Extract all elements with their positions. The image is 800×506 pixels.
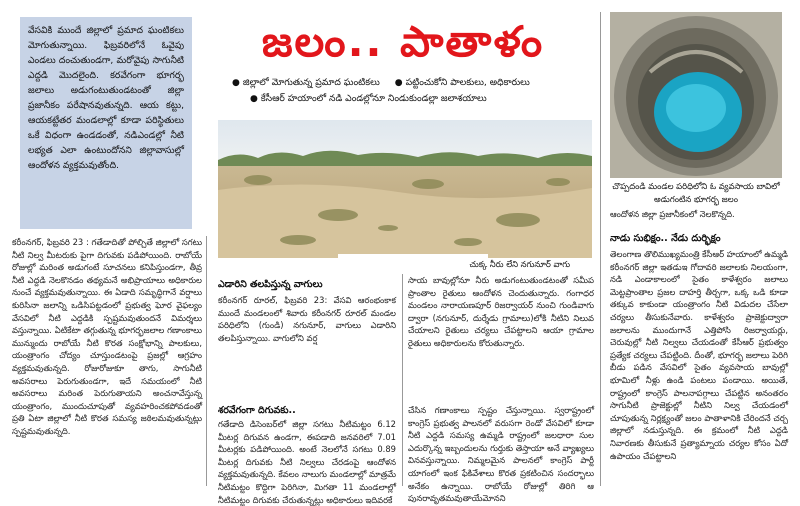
bullet-item: పట్టించుకోని పాలకులు, అధికారులు xyxy=(405,77,530,88)
subhead-then-now: నాడు సుభిక్షం.. నేడు దుర్భిక్షం xyxy=(610,233,721,244)
article-column-mid-right-lower xyxy=(408,404,594,504)
bullet-row-2 xyxy=(250,92,590,106)
article-column-right xyxy=(610,248,788,486)
lead-summary-box xyxy=(20,17,192,229)
well-photo-caption: చొప్పదండి మండల పరిధిలోని ఓ వ్యవసాయ బావిలో అడుగంటిన భూగర్భ జలం xyxy=(612,181,780,204)
article-text: చేసిన గణాంకాలు స్పష్టం చేస్తున్నాయి. స్వరాష్ట్రంలో కాంగ్రెస్‌ ప్రభుత్వ పాలనలో వరుసగా రెండో వేసవిలో కూడా నీటి ఎద్దడి సమస్య ఉమ్మడి రాష్ట్రంలో జలధారా సుల ఎదుర్కొన్న ఇబ్బందులను గుర్తుకు తెస్తాయా అనే వ్యాఖ్యలు వినవస్తున్నాయి. నిమ్మలమైన పాలనలో కాంగ్రెస్‌ పార్టీ యాగంలో ఇంక ఫేకివేశాలు కొరత ప్రకటించిన సందర్భాలు అనేకం ఉన్నాయి. రాబోయే రోజుల్లో తిరిగి ఆ పునరావృతమవుతాయేమోనని xyxy=(408,405,594,504)
article-text: సాయ బావుల్లోనూ నీరు అడుగంటుతుండటంతో సమీప ప్రాంతాల రైతులు ఆందోళన చెందుతున్నారు. గంగాధర మండలం నారాయణపూర్‌ రిజర్వాయర్‌ నుంచి గుండివాగు ద్వారా (నగునూర్‌, దుర్శేడు గ్రామాలు)లోకి నీటిని నిలువ చేయాలని రైతులు చర్యలు చేపట్టాలని ఆయా గ్రామాల రైతులు అధికారులను కోరుతున్నారు. xyxy=(408,275,594,348)
article-text: కరీంనగర్‌, ఫిబ్రవరి 23 : గతేడాదితో పోల్చితే జిల్లాలో సగటు నీటి నిల్వ మీటరుకు పైగా దిగువకు పడిపోయింది. రాబోయే రోజుల్లో మరింత అడుగంటే సూచనలు కనిపిస్తుండగా, తీవ్ర నీటి ఎద్దడి నెలకొనడం తథ్యమనే అభిప్రాయాలు అధికారుల నుంచే వ్యక్తమవుతున్నాయి. ఈ ఏడాది సమృద్ధిగానే వర్షాలు కురిసినా జలాన్ని ఒడిసిపట్టడంలో ప్రభుత్వ ఘోర వైఫల్యం వేసవిలో నీటి ఎద్దడికి స్పష్టమవుతుందనే విమర్శలు వస్తున్నాయి. ఏటికేటా తగ్గుతున్న భూగర్భజలాల గణాంకాలు మున్ముందు రాబోయే నీటి కొరత సంక్షోభాన్ని పాలకులు, యంత్రాంగం చోద్యం చూస్తుండటంపై ప్రజల్లో ఆగ్రహం వ్యక్తమవుతున్నది. రోజురోజుకూ తాగు, సాగునీటి అవసరాలు పెరుగుతుండగా, ఇదే సమయంలో నీటి అవసరాలు మరింత పెరుగుతాయని అంచనావేస్తున్న యంత్రాంగం, ముందుచూపుతో వ్యవహరించకపోవడంతో ప్రతి ఏటా జిల్లాలో నీటి కొరత సమస్య జఠిలమవుతున్నట్లు స్పష్టమవుతున్నది. xyxy=(12,237,202,436)
article-text: గతేడాది డిసెంబర్‌లో జిల్లా సగటు నీటిమట్టం 6.12 మీటర్ల దిగువన ఉండగా, ఈపడాది జనవరిలో 7.01 మీటర్లకు పడిపోయింది. అంటే నెలలోనే సగటు 0.89 మీటర్ల దిగువకు నీటి నిల్వలు చేరడంపై ఆందోళన వ్యక్తమవుతున్నది. కేవలం నాలుగు మండలాల్లో మాత్రమే నీటిమట్టం కొద్దిగా పెరిగినా, మిగతా 11 మండలాల్లో నీటిమట్టం దిగువకు చేరుతున్నట్లు అధికారులు ఇదివరకే xyxy=(218,419,396,505)
article-column-mid-left xyxy=(218,294,396,400)
bullet-dot-icon: ● xyxy=(394,78,403,88)
column-divider xyxy=(402,274,403,486)
caption-followup xyxy=(610,208,786,222)
bullet-dot-icon: ● xyxy=(232,78,240,88)
article-column-left xyxy=(12,236,202,482)
article-text: కరీంనగర్‌ రూరల్‌, ఫిబ్రవరి 23: వేసవి ఆరంభంకాక ముందే మండలంలో శివారు కరీంనగర్‌ రూరల్‌ మండల పరిధిలోని (గుండి) నగునూర్‌, వాగులు ఎడారిని తలపిస్తున్నాయి. వాగులోని వర్ష xyxy=(218,295,396,343)
article-text: తెలంగాణ తొలిముఖ్యమంత్రి కేసీఆర్‌ హయాంలో ఉమ్మడి కరీంనగర్‌ జిల్లా ఇతడుఇ గోదావరి జలాలకు నిలయంగా, నడి ఎండాకాలంలో సైతం కాళేశ్వరం జలాలు మెట్టప్రాంతాల ప్రజల దాహర్తి తీర్చగా, ఒక్క ఒడి కూడా తక్కువ కాకుండా యంత్రాంగం నీటి విడుదల చేసేలా చర్యలు తీసుకునేవారు. కాళేశ్వరం ప్రాజెక్టుద్వారా జలాలను ముందుగానే ఎత్తిపోసి రిజర్వాయర్లు, చెరువుల్లో నీటి నిల్వలు చేయడంతో కేసీఆర్‌ ప్రభుత్వం ప్రత్యేక చర్యలు చేపట్టింది. దీంతో, భూగర్భ జలాలు పెరిగి బీడు పడిన వేసవిలో సైతం వ్యవసాయ బావుల్లో భూమిలో నీళ్లు ఉండి పంటలు పండాయి. అయితే, రాష్ట్రంలో కాంగ్రెస్‌ పాలనాపగ్గాలు చేపట్టిన అనంతరం సాగునీటి ప్రాజెక్టుల్లో నీటిని నిల్వ చేయడంలో చూపుతున్న నిర్లక్ష్యంతో జలం పాతాళానికి చేరిందనే చర్చ జిల్లాలో నడుస్తున్నది. ఈ క్రమంలో నీటి ఎద్దడి నివారణకు తీసుకునే ప్రత్యామ్నాయ చర్యల కోసం ఏదో ఉపాయం చేపట్టాలని xyxy=(610,249,788,461)
bullet-item: జిల్లాలో మోగుతున్న ప్రమాద ఘంటికలు xyxy=(242,77,380,88)
bullet-item: కేసీఆర్‌ హయాంలో నడి ఎండల్లోనూ నిండుకుండల్లా జలాశయాలు xyxy=(260,93,487,104)
column-divider xyxy=(206,236,207,486)
article-column-rapid xyxy=(218,418,396,505)
column-divider xyxy=(600,12,601,486)
dry-well-illustration xyxy=(610,12,782,178)
lead-summary-text: వేసవికి ముందే జిల్లాలో ప్రమాద ఘంటికలు మోగుతున్నాయి. ఫిబ్రవరిలోనే ఓవైపు ఎండలు దంచుతుండగా, మరోవైపు సాగునీటి ఎద్దడి మొదలైంది. కరవేగంగా భూగర్భ జలాలు అడుగంటుతుండటంతో జిల్లా ప్రజానీకం పరేషానవుతున్నది. ఆయ కట్టు, ఆయకట్టేతర మండలాల్లో కూడా పరిస్థితులు ఒకే విధంగా ఉండడంతో, నడిఎండల్లో నీటి లభ్యత ఎలా ఉంటుందోనని జిల్లావాసుల్లో ఆందోళన వ్యక్తమవుతోంది. xyxy=(28,25,184,171)
well-photo xyxy=(610,12,782,178)
headline: జలం.. పాతాళం xyxy=(261,17,545,66)
river-photo xyxy=(218,120,592,258)
bullet-dot-icon: ● xyxy=(250,94,258,104)
river-photo-caption: చుక్క నీరు లేని నగునూర్‌ వాగు xyxy=(469,259,570,269)
dry-river-illustration xyxy=(218,120,592,258)
subhead-deserted-streams: ఎడారిని తలపిస్తున్న వాగులు xyxy=(218,279,323,290)
bullet-row-1 xyxy=(232,76,592,90)
article-text: ఆందోళన జిల్లా ప్రజానీకంలో నెలకొన్నది. xyxy=(610,209,735,219)
subhead-rapid-decline: శరవేగంగా దిగువకు.. xyxy=(218,405,296,416)
article-column-mid-right xyxy=(408,274,594,400)
